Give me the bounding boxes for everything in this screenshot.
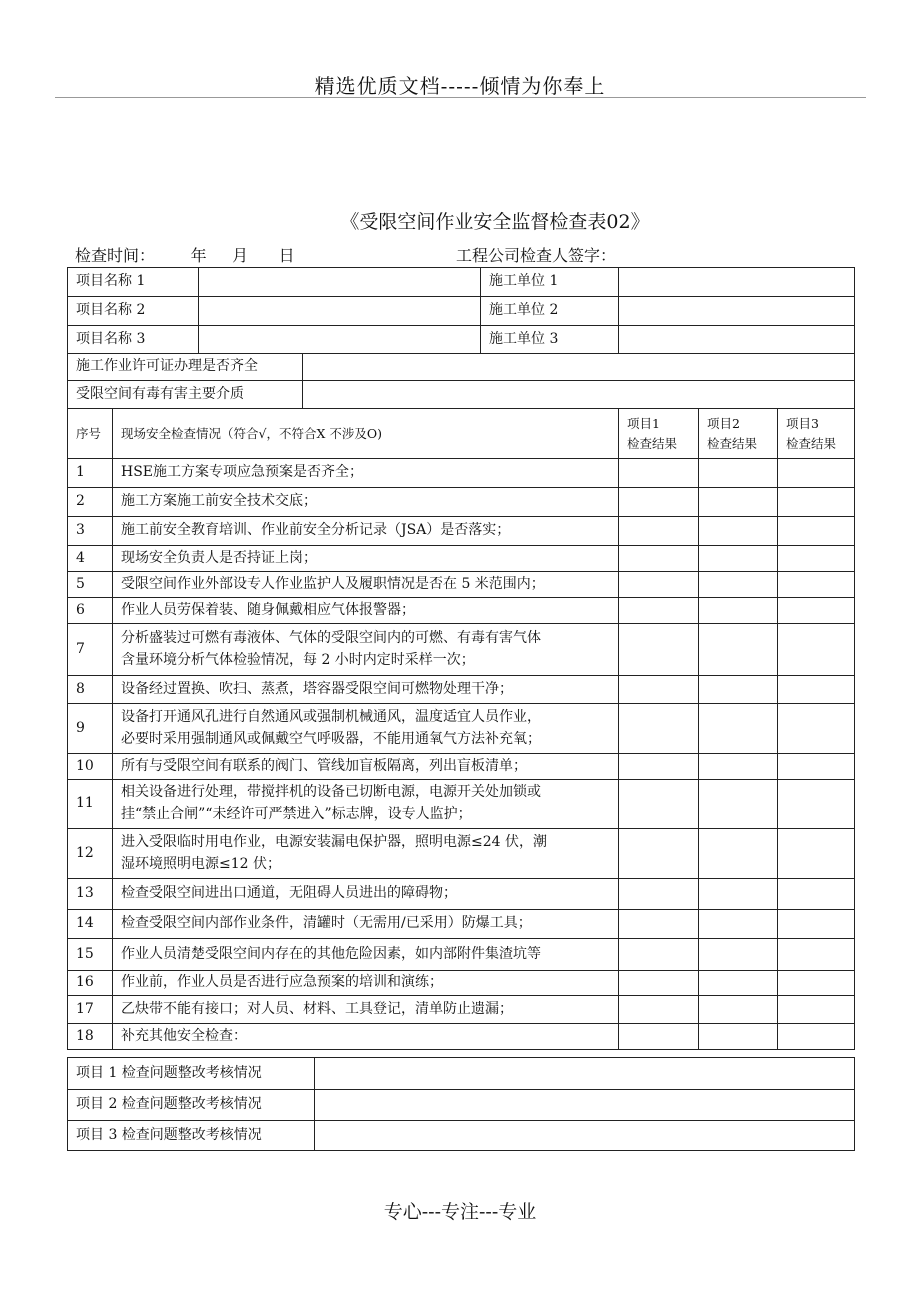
construction-unit-field[interactable] [619, 297, 855, 326]
check-item-number: 18 [68, 1024, 113, 1050]
project-2-result-cell[interactable] [699, 780, 778, 829]
col-header-result-1 [619, 409, 699, 459]
table-row [68, 910, 855, 939]
project-2-result-cell[interactable] [699, 754, 778, 780]
project-2-result-cell[interactable] [699, 971, 778, 996]
page-banner: 精选优质文档-----倾情为你奉上 [314, 74, 606, 98]
permit-complete-label: 施工作业许可证办理是否齐全 [68, 354, 303, 381]
project-3-result-cell[interactable] [778, 572, 855, 598]
check-item-number: 10 [68, 754, 113, 780]
check-item-line: 作业人员清楚受限空间内存在的其他危险因素，如内部附件集渣坑等 [121, 945, 541, 962]
project-1-result-cell[interactable] [619, 676, 699, 704]
check-item-text [113, 780, 619, 829]
construction-unit-label: 施工单位 2 [481, 297, 619, 326]
project-3-result-cell[interactable] [778, 459, 855, 488]
project-1-result-cell[interactable] [619, 488, 699, 517]
project-3-result-cell[interactable] [778, 1024, 855, 1050]
check-item-line: HSE施工方案专项应急预案是否齐全； [121, 464, 364, 481]
check-item-line: 挂“禁止合闸”“未经许可严禁进入”标志牌，设专人监护； [121, 806, 472, 822]
project-2-result-cell[interactable] [699, 488, 778, 517]
check-item-text [113, 704, 619, 754]
table-row [68, 624, 855, 676]
project-3-result-cell[interactable] [778, 971, 855, 996]
project-name-field[interactable] [199, 326, 481, 354]
check-item-text [113, 996, 619, 1024]
check-item-number: 6 [68, 598, 113, 624]
rectification-label: 项目 3 检查问题整改考核情况 [68, 1121, 315, 1151]
rectification-label: 项目 2 检查问题整改考核情况 [68, 1090, 315, 1121]
col-header-result-3 [778, 409, 855, 459]
check-item-text [113, 546, 619, 572]
document-title: 《受限空间作业安全监督检查表02》 [340, 211, 650, 233]
table-row [68, 598, 855, 624]
result-header-line2: 检查结果 [707, 435, 758, 451]
toxic-medium-row [68, 381, 855, 409]
info-line [75, 243, 617, 266]
check-item-number: 16 [68, 971, 113, 996]
check-item-number: 4 [68, 546, 113, 572]
check-item-text [113, 488, 619, 517]
project-1-result-cell[interactable] [619, 459, 699, 488]
check-rows [68, 459, 855, 1050]
col-header-result-2 [699, 409, 778, 459]
project-3-result-cell[interactable] [778, 598, 855, 624]
check-item-line: 设备经过置换、吹扫、蒸煮，塔容器受限空间可燃物处理干净； [121, 680, 513, 697]
check-item-line: 受限空间作业外部设专人作业监护人及履职情况是否在 5 米范围内； [121, 575, 545, 592]
project-3-result-cell[interactable] [778, 910, 855, 939]
toxic-medium-label: 受限空间有毒有害主要介质 [68, 381, 303, 409]
project-row [68, 268, 855, 297]
check-item-number: 5 [68, 572, 113, 598]
project-2-result-cell[interactable] [699, 676, 778, 704]
project-2-result-cell[interactable] [699, 517, 778, 546]
project-name-field[interactable] [199, 268, 481, 297]
month-label: 月 [232, 246, 249, 265]
toxic-medium-field[interactable] [303, 381, 855, 409]
check-item-line: 设备打开通风孔进行自然通风或强制机械通风，温度适宜人员作业， [121, 708, 541, 725]
project-1-result-cell[interactable] [619, 939, 699, 971]
project-name-field[interactable] [199, 297, 481, 326]
check-item-text [113, 829, 619, 879]
project-1-result-cell[interactable] [619, 572, 699, 598]
check-item-number: 14 [68, 910, 113, 939]
check-item-number: 17 [68, 996, 113, 1024]
year-label: 年 [190, 246, 207, 265]
table-row [68, 546, 855, 572]
table-row [68, 996, 855, 1024]
table-row [68, 459, 855, 488]
rectification-row [68, 1090, 855, 1121]
check-item-line: 相关设备进行处理，带搅拌机的设备已切断电源，电源开关处加锁或 [121, 784, 541, 801]
check-item-line: 补充其他安全检查： [121, 1027, 247, 1044]
check-item-line: 湿环境照明电源≤12 伏； [121, 855, 281, 872]
check-item-line: 检查受限空间进出口通道，无阻碍人员进出的障碍物； [121, 885, 457, 902]
project-3-result-cell[interactable] [778, 704, 855, 754]
construction-unit-field[interactable] [619, 268, 855, 297]
check-item-line: 作业人员劳保着装、随身佩戴相应气体报警器； [121, 601, 415, 618]
check-item-text [113, 598, 619, 624]
project-3-result-cell[interactable] [778, 624, 855, 676]
check-item-number: 12 [68, 829, 113, 879]
project-name-label: 项目名称 2 [68, 297, 199, 326]
project-1-result-cell[interactable] [619, 1024, 699, 1050]
day-label: 日 [278, 246, 295, 265]
project-1-result-cell[interactable] [619, 704, 699, 754]
inspector-signature-label: 工程公司检查人签字： [456, 246, 617, 265]
check-item-text [113, 572, 619, 598]
check-item-number: 1 [68, 459, 113, 488]
project-3-result-cell[interactable] [778, 676, 855, 704]
rectification-field[interactable] [315, 1121, 855, 1151]
table-row [68, 676, 855, 704]
project-2-result-cell[interactable] [699, 879, 778, 910]
check-item-number: 15 [68, 939, 113, 971]
check-time-label: 检查时间： [75, 246, 156, 265]
check-item-number: 8 [68, 676, 113, 704]
rectification-row [68, 1058, 855, 1090]
check-item-line: 含量环境分析气体检验情况，每 2 小时内定时采样一次； [121, 651, 475, 668]
table-row [68, 754, 855, 780]
check-item-text [113, 676, 619, 704]
check-item-text [113, 939, 619, 971]
project-1-result-cell[interactable] [619, 517, 699, 546]
check-item-text [113, 879, 619, 910]
construction-unit-field[interactable] [619, 326, 855, 354]
project-1-result-cell[interactable] [619, 829, 699, 879]
project-3-result-cell[interactable] [778, 829, 855, 879]
result-header-line2: 检查结果 [627, 435, 678, 451]
check-item-number: 7 [68, 624, 113, 676]
permit-complete-field[interactable] [303, 354, 855, 381]
project-1-result-cell[interactable] [619, 598, 699, 624]
page-footer: 专心---专注---专业 [383, 1201, 537, 1223]
project-2-result-cell[interactable] [699, 546, 778, 572]
check-item-line: 现场安全负责人是否持证上岗； [121, 549, 317, 566]
project-3-result-cell[interactable] [778, 939, 855, 971]
project-1-result-cell[interactable] [619, 971, 699, 996]
project-3-result-cell[interactable] [778, 546, 855, 572]
check-item-number: 3 [68, 517, 113, 546]
table-row [68, 517, 855, 546]
check-item-line: 乙炔带不能有接口；对人员、材料、工具登记，清单防止遗漏； [121, 1000, 513, 1017]
project-1-result-cell[interactable] [619, 910, 699, 939]
result-header-line1: 项目2 [707, 416, 740, 432]
project-1-result-cell[interactable] [619, 996, 699, 1024]
project-row [68, 326, 855, 354]
project-1-result-cell[interactable] [619, 754, 699, 780]
project-3-result-cell[interactable] [778, 517, 855, 546]
table-header-row [68, 409, 855, 459]
project-1-result-cell[interactable] [619, 780, 699, 829]
project-2-result-cell[interactable] [699, 1024, 778, 1050]
check-item-number: 9 [68, 704, 113, 754]
project-2-result-cell[interactable] [699, 624, 778, 676]
rectification-label: 项目 1 检查问题整改考核情况 [68, 1058, 315, 1090]
banner-divider [55, 97, 866, 98]
project-2-result-cell[interactable] [699, 829, 778, 879]
check-item-text [113, 624, 619, 676]
check-item-line: 进入受限临时用电作业，电源安装漏电保护器，照明电源≤24 伏，潮 [121, 833, 547, 850]
check-item-line: 必要时采用强制通风或佩戴空气呼吸器，不能用通氧气方法补充氧； [121, 730, 541, 747]
project-2-result-cell[interactable] [699, 704, 778, 754]
rectification-field[interactable] [315, 1058, 855, 1090]
project-3-result-cell[interactable] [778, 879, 855, 910]
table-row [68, 704, 855, 754]
check-item-text [113, 971, 619, 996]
project-2-result-cell[interactable] [699, 459, 778, 488]
table-row [68, 939, 855, 971]
table-row [68, 971, 855, 996]
project-1-result-cell[interactable] [619, 546, 699, 572]
project-2-result-cell[interactable] [699, 996, 778, 1024]
project-info-table [67, 267, 855, 354]
project-row [68, 297, 855, 326]
construction-unit-label: 施工单位 3 [481, 326, 619, 354]
col-header-item: 现场安全检查情况（符合√，不符合X 不涉及O) [113, 409, 619, 459]
rectification-table [67, 1057, 855, 1151]
permit-row [68, 354, 855, 381]
check-item-text [113, 910, 619, 939]
project-name-label: 项目名称 3 [68, 326, 199, 354]
project-3-result-cell[interactable] [778, 754, 855, 780]
check-item-text [113, 1024, 619, 1050]
check-item-line: 施工方案施工前安全技术交底； [121, 493, 317, 510]
project-2-result-cell[interactable] [699, 598, 778, 624]
rectification-field[interactable] [315, 1090, 855, 1121]
table-row [68, 780, 855, 829]
project-2-result-cell[interactable] [699, 572, 778, 598]
check-item-line: 分析盛装过可燃有毒液体、气体的受限空间内的可燃、有毒有害气体 [121, 629, 541, 646]
check-item-text [113, 754, 619, 780]
result-header-line1: 项目1 [627, 416, 660, 432]
check-item-line: 检查受限空间内部作业条件，清罐时（无需用/已采用）防爆工具； [121, 915, 532, 932]
project-1-result-cell[interactable] [619, 624, 699, 676]
result-header-line1: 项目3 [786, 416, 819, 432]
table-row [68, 879, 855, 910]
table-row [68, 488, 855, 517]
check-item-line: 施工前安全教育培训、作业前安全分析记录（JSA）是否落实； [121, 522, 511, 539]
rectification-row [68, 1121, 855, 1151]
check-item-number: 13 [68, 879, 113, 910]
result-header-line2: 检查结果 [786, 435, 837, 451]
project-3-result-cell[interactable] [778, 488, 855, 517]
safety-check-table [67, 408, 855, 1050]
construction-unit-label: 施工单位 1 [481, 268, 619, 297]
project-2-result-cell[interactable] [699, 939, 778, 971]
project-1-result-cell[interactable] [619, 879, 699, 910]
table-row [68, 1024, 855, 1050]
col-header-no: 序号 [68, 409, 113, 459]
project-name-label: 项目名称 1 [68, 268, 199, 297]
project-3-result-cell[interactable] [778, 996, 855, 1024]
check-item-line: 所有与受限空间有联系的阀门、管线加盲板隔离，列出盲板清单； [121, 757, 527, 774]
table-row [68, 829, 855, 879]
project-3-result-cell[interactable] [778, 780, 855, 829]
check-item-text [113, 517, 619, 546]
project-2-result-cell[interactable] [699, 910, 778, 939]
check-item-number: 11 [68, 780, 113, 829]
table-row [68, 572, 855, 598]
check-item-line: 作业前，作业人员是否进行应急预案的培训和演练； [121, 974, 443, 991]
check-item-text [113, 459, 619, 488]
permit-info-table [67, 353, 855, 409]
check-item-number: 2 [68, 488, 113, 517]
